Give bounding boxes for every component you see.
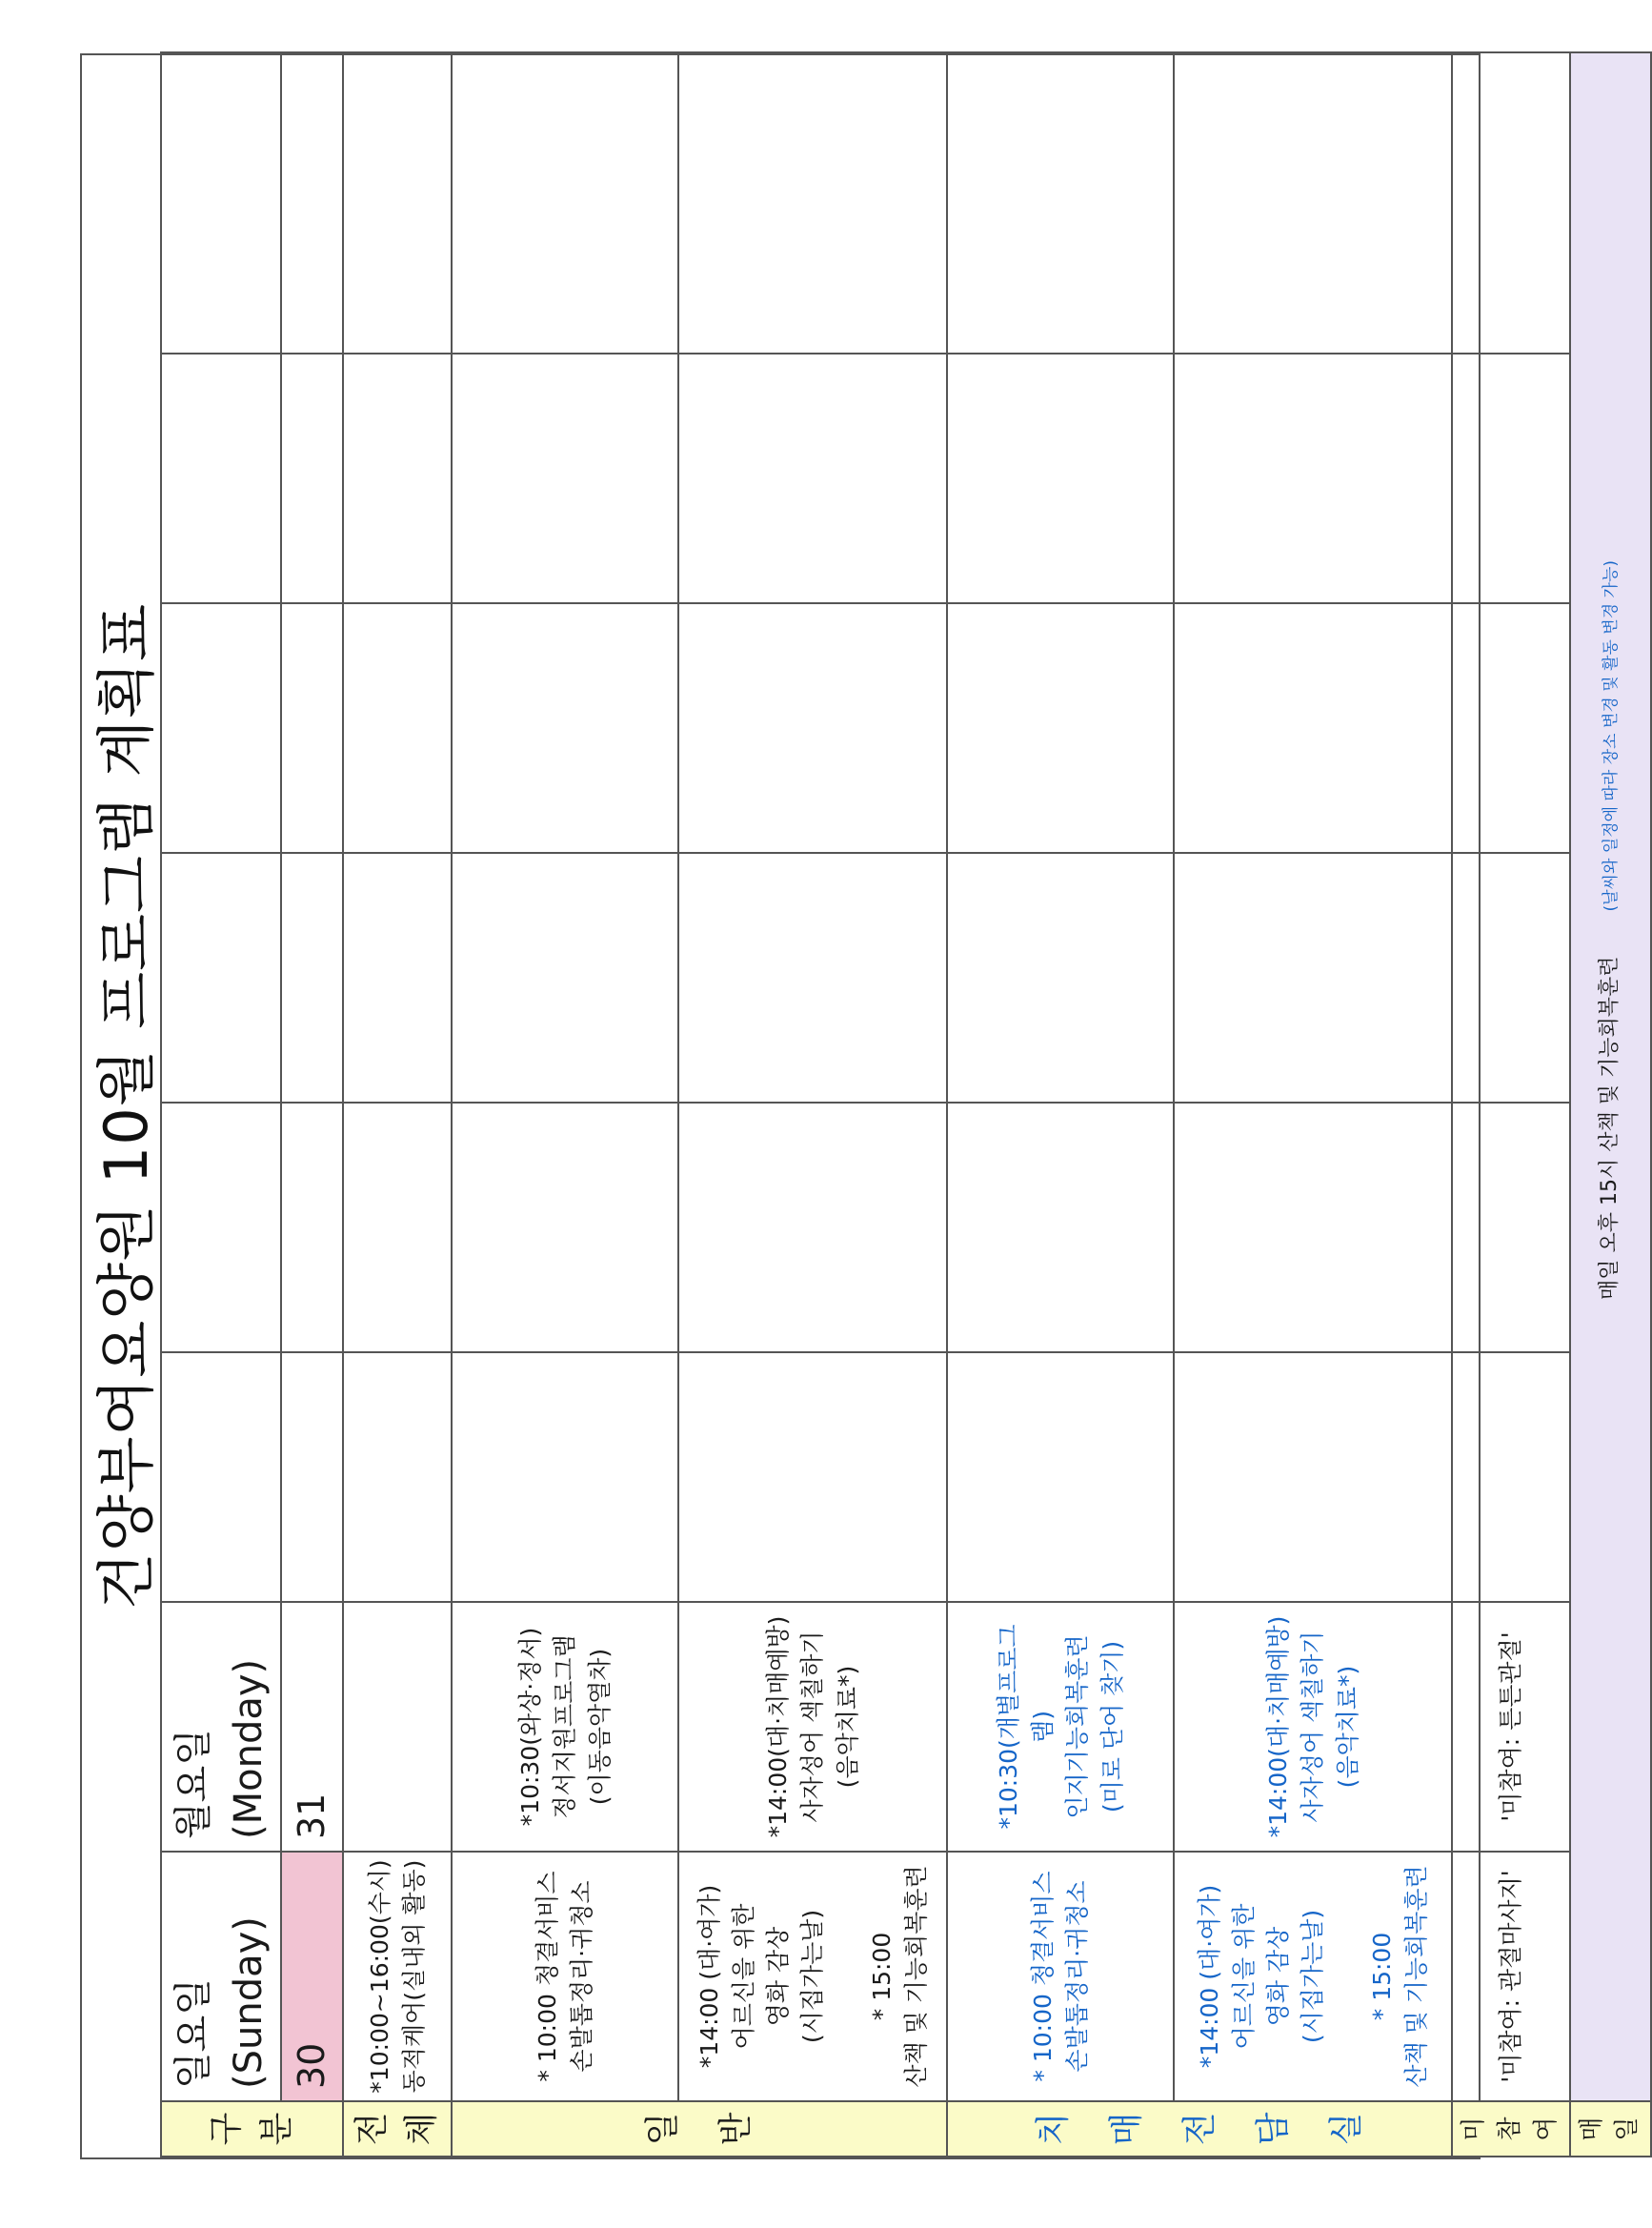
empty-cell — [678, 1352, 947, 1602]
general-label-char: 일 — [643, 2112, 683, 2146]
empty-cell — [1452, 1103, 1569, 1352]
text-line: 정서지원프로그램 — [551, 1634, 579, 1819]
dementia-label-char: 전 — [1179, 2112, 1219, 2146]
daily-label: 매일 — [1570, 2101, 1651, 2157]
monday-header: 월요일(Monday) — [161, 1602, 281, 1852]
dementia-label — [947, 2101, 1452, 2157]
text-line: 영화 감상 — [764, 1926, 793, 2027]
empty-cell — [343, 1103, 452, 1352]
empty-cell — [947, 853, 1174, 1103]
empty-cell — [343, 603, 452, 853]
empty-cell — [1174, 52, 1452, 354]
empty-cell — [678, 1103, 947, 1352]
empty-cell — [678, 603, 947, 853]
text-line: 영화 감상 — [1264, 1926, 1293, 2027]
text-line: (시집가는날) — [1299, 1909, 1327, 2044]
general-label-char: 반 — [716, 2112, 756, 2146]
empty-cell — [452, 603, 678, 853]
text-line: 어르신을 위한 — [1229, 1903, 1258, 2050]
text-line: 사자성어 색칠하기 — [798, 1630, 827, 1823]
empty-cell — [678, 853, 947, 1103]
general-pm-monday — [678, 1602, 947, 1852]
empty-cell — [1452, 1352, 1569, 1602]
empty-cell — [452, 853, 678, 1103]
empty-cell — [1174, 1103, 1452, 1352]
empty-cell — [161, 853, 281, 1103]
spacer-line — [1331, 1858, 1365, 2095]
empty-cell — [1174, 354, 1452, 603]
dementia-pm-sunday — [1174, 1852, 1452, 2101]
empty-cell — [452, 1103, 678, 1352]
all-sunday-line: 동적케어(실내외 활동) — [400, 1859, 429, 2094]
text-line: 손발톱정리·귀청소 — [568, 1880, 596, 2073]
text-line: (시집가는날) — [798, 1909, 827, 2044]
empty-cell — [281, 1103, 343, 1352]
category-header: 구분 — [161, 2101, 343, 2157]
dementia-label-char: 실 — [1327, 2112, 1367, 2146]
empty-cell — [343, 354, 452, 603]
empty-cell — [281, 354, 343, 603]
all-sunday-cell — [343, 1852, 452, 2101]
text-line: *14:00(대·치매예방) — [764, 1615, 793, 1838]
general-am-sunday — [452, 1852, 678, 2101]
sunday-header: 일요일(Sunday) — [161, 1852, 281, 2101]
dementia-label-char: 매 — [1106, 2112, 1146, 2146]
empty-cell — [1452, 603, 1569, 853]
text-line: *14:00 (대·여가) — [1195, 1884, 1223, 2069]
dementia-am-sunday — [947, 1852, 1174, 2101]
text-line: 손발톱정리·귀청소 — [1063, 1880, 1092, 2073]
text-line: (미로 단어 찾기) — [1098, 1640, 1126, 1813]
empty-cell — [281, 603, 343, 853]
empty-cell — [947, 52, 1174, 354]
empty-cell — [161, 1103, 281, 1352]
general-pm-sunday — [678, 1852, 947, 2101]
empty-cell — [281, 853, 343, 1103]
empty-cell — [161, 52, 281, 354]
all-monday-cell — [343, 1602, 452, 1852]
empty-cell — [947, 603, 1174, 853]
empty-cell — [343, 853, 452, 1103]
text-line: 인지기능회복훈련 — [1063, 1634, 1092, 1819]
empty-cell — [161, 603, 281, 853]
empty-cell — [1452, 354, 1569, 603]
empty-cell — [452, 52, 678, 354]
daily-note: (날씨와 일정에 따라 장소 변경 및 활동 변경 가능) — [1602, 559, 1622, 912]
empty-cell — [1174, 603, 1452, 853]
general-am-monday — [452, 1602, 678, 1852]
text-line: *14:00(대·치매예방) — [1264, 1615, 1293, 1838]
all-sunday-line: *10:00~16:00(수시) — [366, 1859, 394, 2094]
spacer-line — [831, 1858, 865, 2095]
all-row — [343, 52, 452, 2157]
header-row — [161, 52, 281, 2157]
text-line: (이동음악열차) — [585, 1648, 614, 1806]
empty-cell — [343, 1352, 452, 1602]
empty-cell — [947, 1103, 1174, 1352]
text-line: 어르신을 위한 — [729, 1903, 757, 2050]
date-row — [281, 52, 343, 2157]
text-line: * 15:00 — [867, 1932, 896, 2021]
empty-cell — [1174, 1352, 1452, 1602]
dementia-am-row — [947, 52, 1174, 2157]
dementia-am-monday — [947, 1602, 1174, 1852]
empty-cell — [161, 354, 281, 603]
schedule-table — [160, 51, 1652, 2157]
general-am-row — [452, 52, 678, 2157]
empty-cell — [947, 1352, 1174, 1602]
page-title: 건양부여요양원 10월 프로그램 계획표 — [91, 602, 161, 1610]
empty-cell — [1452, 52, 1569, 354]
monday-date: 31 — [281, 1602, 343, 1852]
empty-cell — [1452, 853, 1569, 1103]
daily-text: 매일 오후 15시 산책 및 기능회복훈련 — [1598, 956, 1622, 1300]
empty-cell — [452, 354, 678, 603]
dementia-label-char: 치 — [1033, 2112, 1073, 2146]
text-line: * 15:00 — [1367, 1932, 1396, 2021]
text-line: 산책 및 기능회복훈련 — [1402, 1865, 1431, 2088]
text-line: (음악치료*) — [833, 1665, 861, 1789]
daily-note-cell — [1570, 52, 1651, 2101]
text-line: *14:00 (대·여가) — [695, 1884, 723, 2069]
general-label — [452, 2101, 947, 2157]
empty-cell — [947, 354, 1174, 603]
text-line: *10:30(개별프로그램) — [994, 1624, 1058, 1830]
all-label: 전체 — [343, 2101, 452, 2157]
general-pm-row — [678, 52, 947, 2157]
empty-cell — [452, 1352, 678, 1602]
empty-cell — [161, 1352, 281, 1602]
text-line: * 10:00 청결서비스 — [1029, 1871, 1058, 2082]
text-line: 사자성어 색칠하기 — [1299, 1630, 1327, 1823]
non-participant-sunday: '미참여: 관절마사지' — [1452, 1852, 1569, 2101]
empty-cell — [281, 1352, 343, 1602]
dementia-label-char: 담 — [1254, 2112, 1294, 2146]
non-participant-label: 미참여 — [1452, 2101, 1569, 2157]
text-line: *10:30(와상·정서) — [516, 1627, 545, 1827]
text-line: * 10:00 청결서비스 — [534, 1871, 562, 2082]
text-line: (음악치료*) — [1333, 1665, 1361, 1789]
schedule-frame — [80, 53, 1642, 2159]
text-line: 산책 및 기능회복훈련 — [902, 1865, 931, 2088]
empty-cell — [281, 52, 343, 354]
non-participant-monday: '미참여: 튼튼관절' — [1452, 1602, 1569, 1852]
empty-cell — [1174, 853, 1452, 1103]
empty-cell — [343, 52, 452, 354]
dementia-pm-monday — [1174, 1602, 1452, 1852]
empty-cell — [678, 354, 947, 603]
non-participant-row — [1452, 52, 1569, 2157]
dementia-pm-row — [1174, 52, 1452, 2157]
empty-cell — [678, 52, 947, 354]
sunday-date: 30 — [281, 1852, 343, 2101]
daily-row — [1570, 52, 1651, 2157]
